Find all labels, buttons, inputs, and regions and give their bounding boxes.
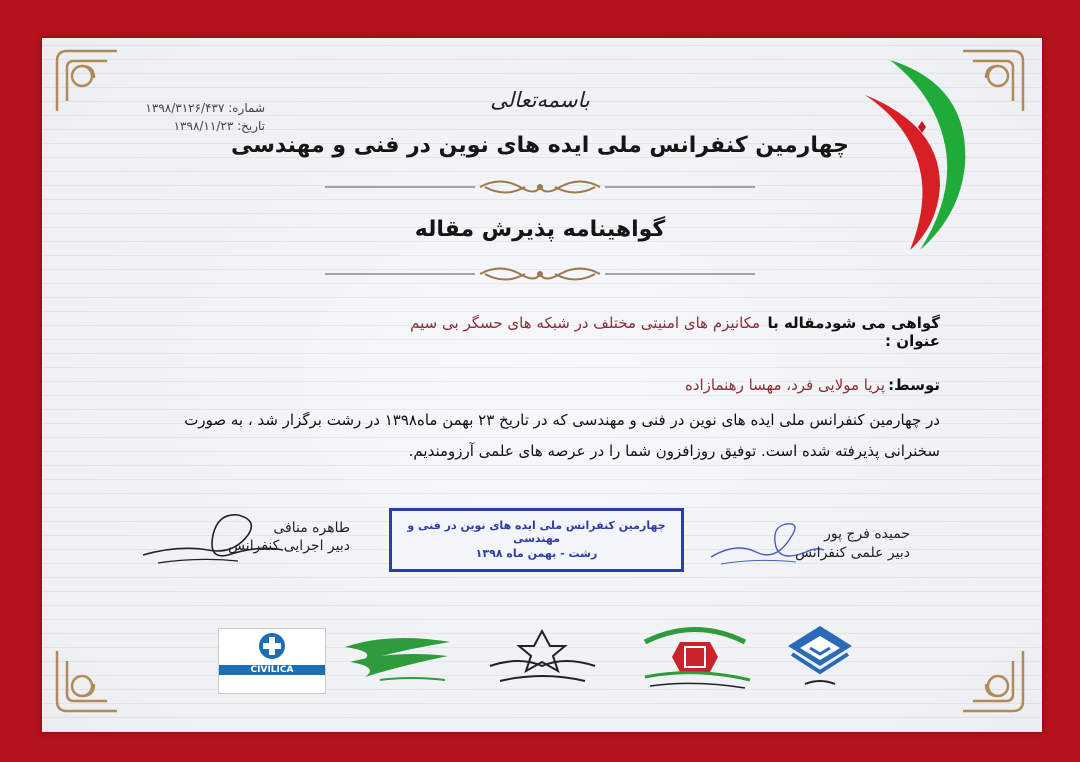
conference-title: چهارمین کنفرانس ملی ایده های نوین در فنی و مهندسی xyxy=(231,133,849,158)
basij-asatid-gilan-logo-icon xyxy=(340,632,455,692)
stamp-line-1: چهارمین کنفرانس ملی ایده های نوین در فنی و مهندسی xyxy=(407,519,666,545)
paper-title: مکانیزم های امنیتی مختلف در شبکه های حسگر بی سیم xyxy=(410,314,760,332)
certificate-body-text: در چهارمین کنفرانس ملی ایده های نوین در فنی و مهندسی که در تاریخ ۲۳ بهمن ماه۱۳۹۸ در رشت برگزار شد ، به صورت سخنرانی پذیرفته شده است. توفیق روزافزون شما را در عرصه های علمی آرزومندیم. xyxy=(184,411,940,460)
corner-ornament-bottom-left-icon xyxy=(52,646,122,716)
basij-gilan-logo-icon xyxy=(630,622,760,694)
authors-value: پریا مولایی فرد، مهسا رهنمازاده xyxy=(684,376,885,394)
right-signature-icon xyxy=(706,512,826,572)
left-signer-name: طاهره منافی xyxy=(273,520,350,536)
letter-number: شماره: ۱۳۹۸/۳۱۲۶/۴۳۷ xyxy=(145,101,265,115)
corner-ornament-top-left-icon xyxy=(52,46,122,116)
flag-swoosh-logo-icon xyxy=(860,55,980,255)
subject-label: گواهی می شودمقاله با عنوان : xyxy=(767,314,940,350)
basmala-heading: باسمه‌تعالی xyxy=(490,88,590,112)
letter-date: تاریخ: ۱۳۹۸/۱۱/۲۳ xyxy=(173,119,265,133)
authors-label: توسط: xyxy=(888,376,940,394)
right-signer-name: حمیده فرج پور xyxy=(824,526,910,542)
conference-stamp xyxy=(389,508,684,572)
civilica-logo-icon xyxy=(218,628,326,694)
certificate-title: گواهینامه پذیرش مقاله xyxy=(414,217,666,242)
divider-ornament-icon xyxy=(325,176,755,198)
left-signer-role: دبیر اجرایی کنفرانس xyxy=(227,538,350,554)
corner-ornament-bottom-right-icon xyxy=(958,646,1028,716)
right-signer-role: دبیر علمی کنفرانس xyxy=(794,545,910,561)
divider-ornament-icon xyxy=(325,263,755,285)
basij-daneshjuyi-gilan-logo-icon xyxy=(480,626,605,694)
civilica-label: CIVILICA xyxy=(219,665,325,675)
stamp-line-2: رشت - بهمن ماه ۱۳۹۸ xyxy=(475,547,598,560)
azad-university-rasht-logo-icon xyxy=(780,618,860,698)
